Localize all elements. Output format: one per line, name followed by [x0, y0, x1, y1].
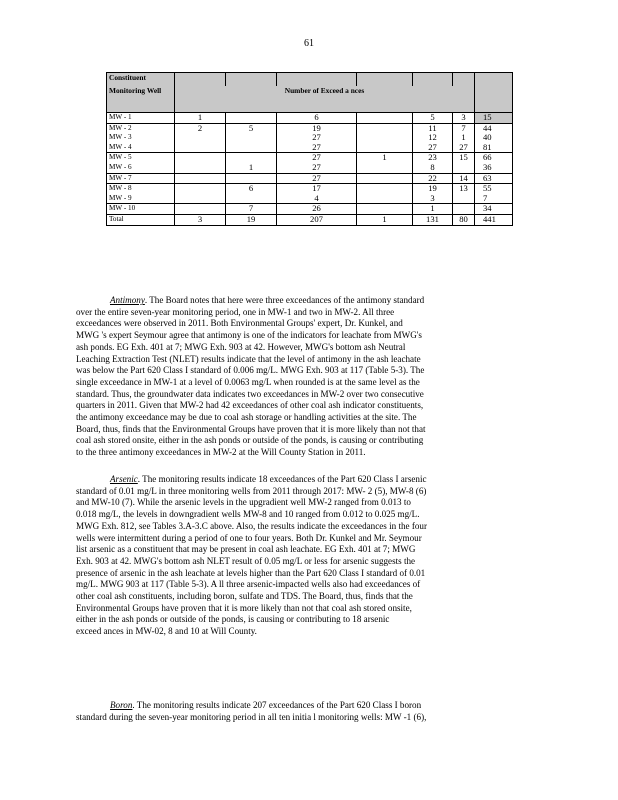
table-cell: 1 — [226, 163, 277, 173]
paragraph-line: coal ash stored onsite, either in the ash ponds or outside of the ponds, is causing or contributing — [76, 435, 424, 446]
well-label: MW - 5 — [107, 153, 175, 163]
table-cell: 1 — [357, 153, 413, 163]
table-cell: 19 — [277, 123, 357, 133]
table-cell: 4 — [277, 194, 357, 204]
paragraph-line: mg/L. MWG 903 at 117 (Table 5-3). A ll three arsenic-impacted wells also had exceedances of — [76, 579, 421, 590]
well-label: MW - 10 — [107, 204, 175, 215]
paragraph-line: Environmental Groups have proven that it is more likely than not that coal ash stored onsite, — [76, 602, 412, 613]
line-text: . The monitoring results indicate 18 exceedances of the Part 620 Class I arsenic — [137, 474, 427, 484]
table-cell: 2 — [175, 123, 226, 133]
table-row — [107, 113, 513, 124]
section-lead-word: Boron — [110, 700, 133, 710]
table-cell: 11 — [413, 123, 453, 133]
table-cell — [453, 204, 475, 215]
page-number: 61 — [304, 38, 314, 49]
table-cell: 5 — [226, 123, 277, 133]
section-lead-word: Arsenic — [110, 474, 138, 484]
table-cell — [226, 173, 277, 184]
table-total-row — [107, 214, 513, 225]
table-cell: 13 — [453, 184, 475, 194]
table-cell: 19 — [413, 184, 453, 194]
table-row — [107, 194, 513, 204]
table-cell: 3 — [413, 194, 453, 204]
paragraph-line: Leaching Extraction Test (NLET) results indicate that the level of antimony in the ash leachate — [76, 353, 421, 364]
table-cell: 36 — [475, 163, 513, 173]
table-cell: 1 — [453, 133, 475, 143]
well-label: MW - 4 — [107, 143, 175, 153]
header-constituent: Constituent — [107, 73, 175, 87]
table-cell — [226, 133, 277, 143]
table-cell: 66 — [475, 153, 513, 163]
table-cell: 207 — [277, 214, 357, 225]
table-row — [107, 184, 513, 194]
table-cell — [175, 204, 226, 215]
well-label: MW - 6 — [107, 163, 175, 173]
table-cell: 15 — [475, 113, 513, 124]
table-cell: 40 — [475, 133, 513, 143]
antimony-paragraph — [76, 295, 546, 459]
paragraph-line: MWG 's expert Seymour agree that antimony is one of the indicators for leachate from MWG's — [76, 330, 422, 341]
table-cell: 6 — [277, 113, 357, 124]
table-cell: 44 — [475, 123, 513, 133]
table-cell: 5 — [413, 113, 453, 124]
table-cell: 27 — [277, 143, 357, 153]
table-cell — [175, 173, 226, 184]
paragraph-line: the antimony exceedance may be due to coal ash storage or handling activities at the site. The — [76, 412, 417, 423]
well-label: MW - 3 — [107, 133, 175, 143]
table-row — [107, 123, 513, 133]
well-label: MW - 7 — [107, 173, 175, 184]
well-label: MW - 1 — [107, 113, 175, 124]
paragraph-line: ash ponds. EG Exh. 401 at 7; MWG Exh. 903 at 42. However, MWG's bottom ash Neutral — [76, 341, 406, 352]
table-cell: 12 — [413, 133, 453, 143]
table-cell: 7 — [453, 123, 475, 133]
line-text: . The monitoring results indicate 207 exceedances of the Part 620 Class I boron — [132, 700, 422, 710]
table-cell: 63 — [475, 173, 513, 184]
table-cell: 1 — [175, 113, 226, 124]
table-cell: 22 — [413, 173, 453, 184]
paragraph-line: exceedances were observed in 2011. Both Environmental Groups' expert, Dr. Kunkel, and — [76, 318, 403, 329]
exceedances-table — [106, 72, 513, 226]
table-row — [107, 163, 513, 173]
table-cell: 19 — [226, 214, 277, 225]
table-cell — [453, 194, 475, 204]
paragraph-line: quarters in 2011. Given that MW-2 had 42 exceedances of other coal ash indicator constituents, — [76, 400, 424, 411]
table-cell — [357, 173, 413, 184]
table-cell: 27 — [277, 133, 357, 143]
table-cell: 1 — [413, 204, 453, 215]
paragraph-line: other coal ash constituents, including boron, sulfate and TDS. The Board, thus, finds that the — [76, 591, 413, 602]
paragraph-line — [76, 700, 546, 712]
table-cell: 3 — [453, 113, 475, 124]
paragraph-line: presence of arsenic in the ash leachate at levels higher than the Part 620 Class I standard of 0.01 — [76, 567, 426, 578]
paragraph-line: was below the Part 620 Class I standard of 0.006 mg/L. MWG Exh. 903 at 117 (Table 5-3). The — [76, 365, 425, 376]
paragraph-line: and MW-10 (7). While the arsenic levels in the upgradient well MW-2 ranged from 0.013 to — [76, 497, 411, 508]
paragraph-line — [76, 295, 546, 307]
table-cell: 27 — [277, 153, 357, 163]
boron-paragraph — [76, 700, 546, 723]
table-cell — [357, 194, 413, 204]
section-lead-word: Antimony — [110, 295, 145, 305]
paragraph-line: exceed ances in MW-02, 8 and 10 at Will County. — [76, 626, 257, 637]
arsenic-paragraph — [76, 474, 546, 638]
paragraph-line: standard during the seven-year monitoring period in all ten initia l monitoring wells: MW -1 (6), — [76, 711, 427, 722]
table-row — [107, 133, 513, 143]
table-cell — [175, 153, 226, 163]
table-cell: 7 — [475, 194, 513, 204]
table-cell: 17 — [277, 184, 357, 194]
table-cell — [226, 194, 277, 204]
table-row — [107, 143, 513, 153]
table-cell: 27 — [413, 143, 453, 153]
table-cell: 6 — [226, 184, 277, 194]
table-cell: 15 — [453, 153, 475, 163]
table-row — [107, 204, 513, 215]
line-text: . The Board notes that here were three exceedances of the antimony standard — [144, 295, 425, 305]
table-cell: 3 — [175, 214, 226, 225]
well-label: MW - 8 — [107, 184, 175, 194]
table-cell — [175, 133, 226, 143]
paragraph-line: over the entire seven-year monitoring period, one in MW-1 and two in MW-2. All three — [76, 306, 395, 317]
table-cell — [357, 123, 413, 133]
table-cell — [226, 113, 277, 124]
table-row — [107, 173, 513, 184]
table-cell: 8 — [413, 163, 453, 173]
header-monitoring-well: Monitoring Well — [107, 86, 175, 113]
table-cell: 131 — [413, 214, 453, 225]
paragraph-line: Board, thus, finds that the Environmental Groups have proven that it is more likely than not that — [76, 423, 426, 434]
total-label: Total — [107, 214, 175, 225]
table-cell: 1 — [357, 214, 413, 225]
well-label: MW - 9 — [107, 194, 175, 204]
table-cell: 23 — [413, 153, 453, 163]
table-cell — [175, 143, 226, 153]
table-row — [107, 153, 513, 163]
paragraph-line: Exh. 903 at 42. MWG's bottom ash NLET result of 0.05 mg/L or less for arsenic suggests the — [76, 555, 416, 566]
paragraph-line: 0.018 mg/L, the levels in downgradient wells MW-8 and 10 ranged from 0.012 to 0.025 mg/L. — [76, 509, 420, 520]
table-cell — [357, 143, 413, 153]
table-cell — [175, 184, 226, 194]
table-cell: 27 — [277, 163, 357, 173]
table-cell: 27 — [453, 143, 475, 153]
table-cell — [226, 143, 277, 153]
table-cell: 34 — [475, 204, 513, 215]
table-cell: 81 — [475, 143, 513, 153]
paragraph-line: wells were intermittent during a period of one to four years. Both Dr. Kunkel and Mr. Seymour — [76, 532, 422, 543]
table-cell: 27 — [277, 173, 357, 184]
paragraph-line: single exceedance in MW-1 at a level of 0.0063 mg/L when rounded is at the same level as the — [76, 376, 420, 387]
table-cell: 55 — [475, 184, 513, 194]
header-number-of-exceedances: Number of Exceed a nces — [175, 86, 475, 113]
table-cell: 7 — [226, 204, 277, 215]
table-cell: 14 — [453, 173, 475, 184]
table-cell — [453, 163, 475, 173]
table-cell: 26 — [277, 204, 357, 215]
paragraph-line: standard of 0.01 mg/L in three monitoring wells from 2011 through 2017: MW- 2 (5), MW-8 (6) — [76, 485, 427, 496]
paragraph-line: to the three antimony exceedances in MW-2 at the Will County Station in 2011. — [76, 447, 366, 458]
table-cell — [357, 113, 413, 124]
table-cell — [357, 184, 413, 194]
paragraph-line — [76, 474, 546, 486]
table-cell — [175, 194, 226, 204]
table-cell — [357, 204, 413, 215]
table-cell: 441 — [475, 214, 513, 225]
paragraph-line: either in the ash ponds or outside of the ponds, is causing or contributing to 18 arsenic — [76, 614, 390, 625]
well-label: MW - 2 — [107, 123, 175, 133]
table-cell — [175, 163, 226, 173]
paragraph-line: standard. Thus, the groundwater data indicates two exceedances in MW-2 over two consecutive — [76, 388, 424, 399]
paragraph-line: MWG Exh. 812, see Tables 3.A-3.C above. Also, the results indicate the exceedances in the four — [76, 520, 427, 531]
paragraph-line: list arsenic as a constituent that may be present in coal ash leachate. EG Exh. 401 at 7; MWG — [76, 544, 416, 555]
table-cell: 80 — [453, 214, 475, 225]
table-cell — [357, 133, 413, 143]
table-cell — [357, 163, 413, 173]
